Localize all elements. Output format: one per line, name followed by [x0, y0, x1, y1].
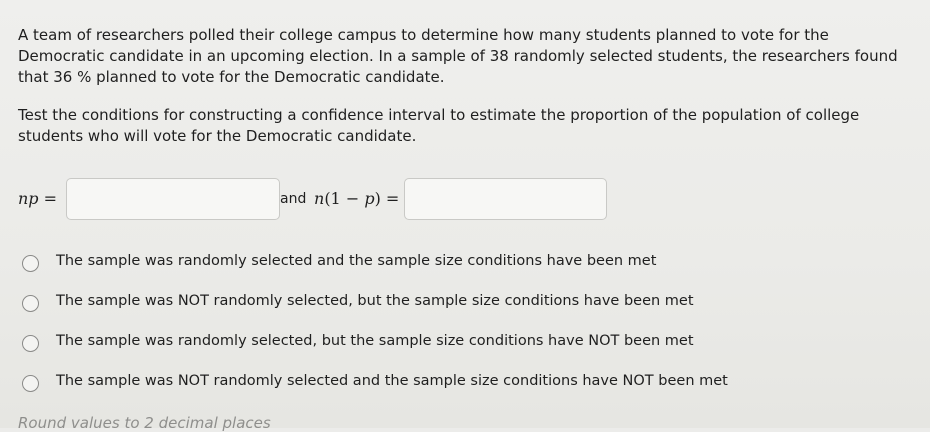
option-label: The sample was randomly selected and the sample size conditions have been met: [56, 253, 657, 269]
option-4[interactable]: [22, 373, 728, 397]
question-prompt: Test the conditions for constructing a confidence interval to estimate the proportion of the population of college students who will vote for the Democratic candidate.: [18, 106, 860, 145]
answer-row: [18, 178, 638, 222]
option-label: The sample was NOT randomly selected, but the sample size conditions have been met: [56, 293, 694, 309]
radio-button[interactable]: [22, 375, 39, 392]
option-1[interactable]: [22, 253, 722, 277]
np-label: [18, 189, 57, 208]
option-label: The sample was randomly selected, but the sample size conditions have NOT been met: [56, 333, 694, 349]
nq-close: ) =: [374, 189, 400, 208]
radio-button[interactable]: [22, 335, 39, 352]
np-input[interactable]: [66, 178, 280, 220]
nq-p: p: [364, 189, 375, 208]
nq-input[interactable]: [404, 178, 607, 220]
np-equals: =: [38, 189, 58, 208]
nq-label: [314, 189, 399, 208]
option-2[interactable]: [22, 293, 722, 317]
rounding-note: Round values to 2 decimal places: [18, 414, 271, 432]
radio-button[interactable]: [22, 255, 39, 272]
nq-n: n: [314, 189, 325, 208]
and-label: and: [280, 191, 307, 207]
option-label: The sample was NOT randomly selected and the sample size conditions have NOT been met: [56, 373, 728, 389]
np-symbol: np: [18, 189, 39, 208]
radio-button[interactable]: [22, 295, 39, 312]
option-3[interactable]: [22, 333, 722, 357]
nq-open: (1 −: [324, 189, 365, 208]
question-context: A team of researchers polled their college campus to determine how many students planned to vote for the Democratic candidate in an upcoming election. In a sample of 38 randomly selected students, the researchers found that 36 % planned to vote for the Democratic candidate.: [18, 26, 898, 86]
